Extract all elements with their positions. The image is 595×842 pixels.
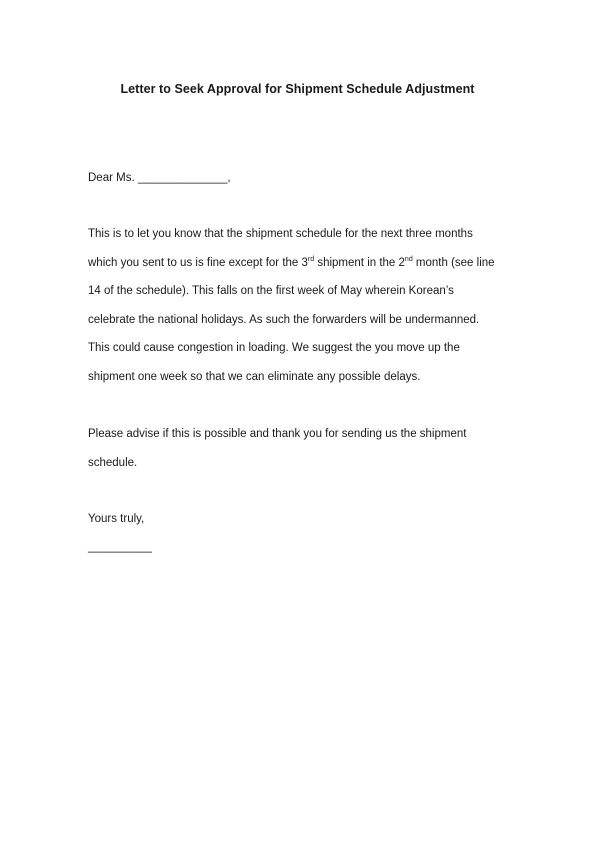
paragraph-line: This could cause congestion in loading. We suggest the you move up the [88,342,460,355]
ordinal-suffix: nd [404,255,413,263]
line-text: which you sent to us is fine except for the 3 [88,256,308,269]
line-text: month (see line [412,256,495,269]
salutation: Dear Ms. ______________, [88,172,231,184]
letter-title: Letter to Seek Approval for Shipment Schedule Adjustment [120,82,475,96]
paragraph-line: Please advise if this is possible and thank you for sending us the shipment [88,428,467,440]
paragraph-line [88,255,508,284]
body-paragraph-2 [88,426,508,483]
ordinal-suffix: rd [307,255,315,263]
closing: Yours truly, [88,513,145,525]
line-text: shipment in the 2 [314,256,405,269]
body-paragraph-1 [88,226,508,398]
signature-line: __________ [88,541,152,553]
paragraph-line: 14 of the schedule). This falls on the first week of May wherein Korean’s [88,285,454,298]
paragraph-line: schedule. [88,456,138,469]
paragraph-line: This is to let you know that the shipment schedule for the next three months [88,228,473,240]
paragraph-line: shipment one week so that we can eliminate any possible delays. [88,370,421,383]
paragraph-line: celebrate the national holidays. As such the forwarders will be undermanned. [88,313,480,326]
